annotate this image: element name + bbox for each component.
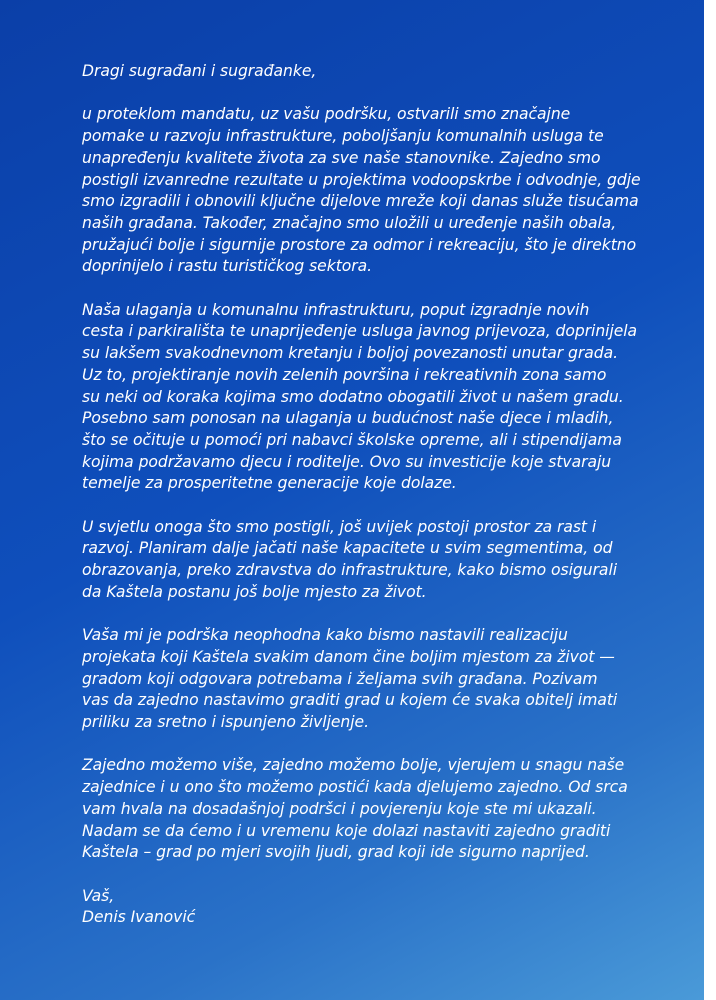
paragraph-line: priliku za sretno i ispunjeno življenje. bbox=[82, 713, 369, 732]
paragraph-line: naših građana. Također, značajno smo uložili u uređenje naših obala, bbox=[82, 213, 617, 232]
paragraph-3 bbox=[82, 517, 642, 604]
paragraph-line: obrazovanja, preko zdravstva do infrastrukture, kako bismo osigurali bbox=[82, 561, 618, 580]
paragraph-line: Zajedno možemo više, zajedno možemo bolje, vjerujem u snagu naše bbox=[82, 756, 625, 775]
paragraph-line: što se očituje u pomoći pri nabavci školske opreme, ali i stipendijama bbox=[82, 430, 622, 449]
paragraph-line: temelje za prosperitetne generacije koje dolaze. bbox=[82, 474, 457, 493]
paragraph-line: postigli izvanredne rezultate u projektima vodoopskrbe i odvodnje, gdje bbox=[82, 170, 641, 189]
paragraph-line: zajednice i u ono što možemo postići kada djelujemo zajedno. Od srca bbox=[82, 778, 628, 797]
paragraph-line: vam hvala na dosadašnjoj podršci i povjerenju koje ste mi ukazali. bbox=[82, 799, 597, 818]
signature: Denis Ivanović bbox=[82, 908, 196, 927]
paragraph-line: pružajući bolje i sigurnije prostore za odmor i rekreaciju, što je direktno bbox=[82, 235, 637, 254]
paragraph-line: kojima podržavamo djecu i roditelje. Ovo su investicije koje stvaraju bbox=[82, 452, 612, 471]
paragraph-line: Nadam se da ćemo i u vremenu koje dolazi nastaviti zajedno graditi bbox=[82, 821, 611, 840]
paragraph-line: cesta i parkirališta te unaprijeđenje usluga javnog prijevoza, doprinijela bbox=[82, 322, 638, 341]
letter-body bbox=[82, 61, 642, 929]
paragraph-line: smo izgradili i obnovili ključne dijelove mreže koji danas služe tisućama bbox=[82, 192, 639, 211]
paragraph-line: Posebno sam ponosan na ulaganja u budućnost naše djece i mladih, bbox=[82, 409, 614, 428]
paragraph-4 bbox=[82, 625, 642, 734]
paragraph-5 bbox=[82, 755, 642, 864]
closing: Vaš, bbox=[82, 886, 115, 905]
paragraph-line: unapređenju kvalitete života za sve naše stanovnike. Zajedno smo bbox=[82, 148, 601, 167]
paragraph-line: su neki od koraka kojima smo dodatno obogatili život u našem gradu. bbox=[82, 387, 624, 406]
greeting bbox=[82, 61, 642, 83]
paragraph-line: Vaša mi je podrška neophodna kako bismo nastavili realizaciju bbox=[82, 626, 568, 645]
paragraph-line: u proteklom mandatu, uz vašu podršku, ostvarili smo značajne bbox=[82, 105, 571, 124]
paragraph-line: Uz to, projektiranje novih zelenih površina i rekreativnih zona samo bbox=[82, 365, 607, 384]
paragraph-2 bbox=[82, 300, 642, 495]
paragraph-line: doprinijelo i rastu turističkog sektora. bbox=[82, 257, 373, 276]
paragraph-line: razvoj. Planiram dalje jačati naše kapacitete u svim segmentima, od bbox=[82, 539, 613, 558]
paragraph-line: Kaštela – grad po mjeri svojih ljudi, grad koji ide sigurno naprijed. bbox=[82, 843, 590, 862]
paragraph-line: gradom koji odgovara potrebama i željama svih građana. Pozivam bbox=[82, 669, 598, 688]
sign-off bbox=[82, 886, 642, 929]
paragraph-line: pomake u razvoju infrastrukture, poboljšanju komunalnih usluga te bbox=[82, 127, 604, 146]
paragraph-line: U svjetlu onoga što smo postigli, još uvijek postoji prostor za rast i bbox=[82, 517, 597, 536]
greeting-line: Dragi sugrađani i sugrađanke, bbox=[82, 62, 317, 80]
paragraph-line: Naša ulaganja u komunalnu infrastrukturu, poput izgradnje novih bbox=[82, 300, 590, 319]
paragraph-line: projekata koji Kaštela svakim danom čine boljim mjestom za život — bbox=[82, 647, 615, 666]
paragraph-line: da Kaštela postanu još bolje mjesto za život. bbox=[82, 582, 427, 601]
paragraph-1 bbox=[82, 104, 642, 278]
paragraph-line: su lakšem svakodnevnom kretanju i boljoj povezanosti unutar grada. bbox=[82, 344, 619, 363]
paragraph-line: vas da zajedno nastavimo graditi grad u kojem će svaka obitelj imati bbox=[82, 691, 618, 710]
